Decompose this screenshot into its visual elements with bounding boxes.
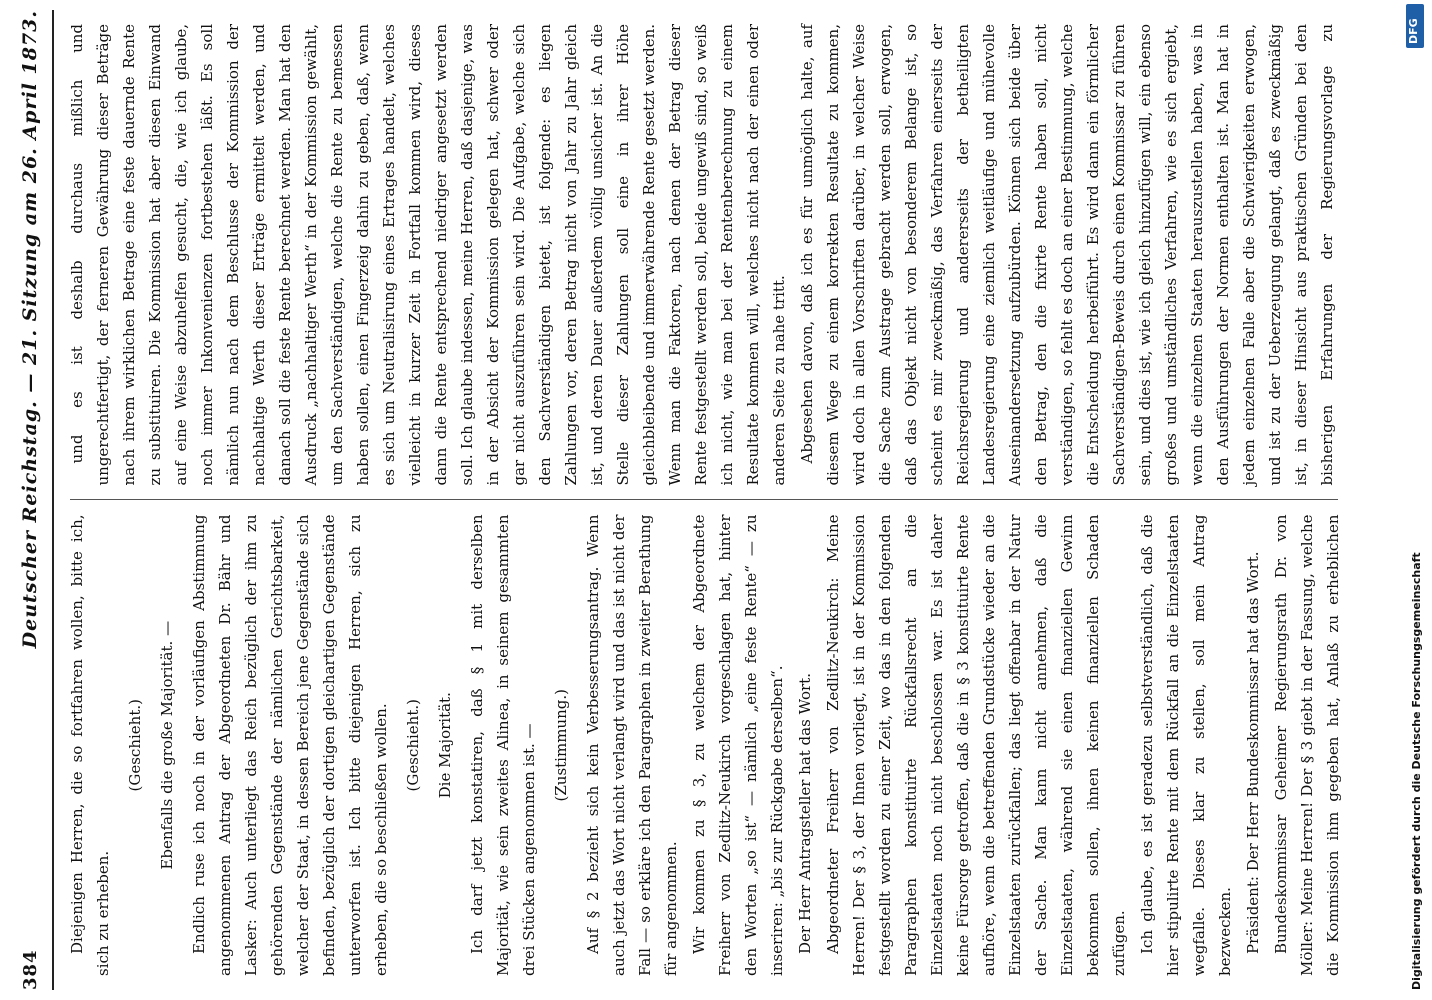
paragraph: (Geschieht.) [404, 699, 422, 792]
dfg-logo [1406, 4, 1424, 48]
page-header [8, 10, 52, 990]
header-rule [52, 10, 54, 990]
paragraph: Präsident: Der Herr Bundeskommissar hat das Wort. [1244, 551, 1262, 954]
paragraph: Ebenfalls die große Majorität. — [158, 620, 176, 870]
paragraph: Der Herr Antragsteller hat das Wort. [796, 673, 814, 954]
left-column [64, 501, 1344, 991]
digitization-stamp [1408, 0, 1428, 1000]
paragraph: Endlich ruse ich noch in der vorläufigen Abstimmung angenommenen Antrag der Abgeordneten Dr. Bähr und Lasker: Auch unterliegt das Reich bezüglich der ihm zu gehörenden Gegenstände der nämlichen Gerichtsbarkeit, welcher der Staat, in dessen Bereich jene Gegenstände sich befinden, bezüglich der dortigen gleichartigen Gegenstände unterworfen ist. Ich bitte diejenigen Herren, sich zu erheben, die so beschließen wollen. [190, 514, 390, 976]
paragraph: Wir kommen zu § 3, zu welchem der Abgeordnete Freiherr von Zedlitz-Neukirch vorgeschlagen hat, hinter den Worten „so ist“ — nämlich „eine feste Rente“ — zu inseriren: „bis zur Rückgabe derselben“. [690, 514, 786, 976]
rotated-page-content [8, 10, 1408, 990]
paragraph: Diejenigen Herren, die so fortfahren wollen, bitte ich, sich zu erheben. [68, 514, 112, 976]
paragraph: (Zustimmung.) [552, 689, 570, 802]
page-number: 384 [19, 949, 41, 990]
paragraph: Ich darf jetzt konstatiren, daß § 1 mit derselben Majorität, wie sein zweites Alinea, in seinem gesammten drei Stücken angenommen ist. — [468, 514, 538, 976]
text-columns [64, 10, 1344, 990]
page-title: Deutscher Reichstag. — 21. Sitzung am 26. April 1873. [19, 10, 41, 649]
right-column [64, 10, 1344, 500]
paragraph: Die Majorität. [436, 692, 454, 799]
stamp-text: Digitalisierung gefördert durch die Deutsche Forschungsgemeinschaft [1410, 552, 1423, 990]
paragraph: Bundeskommissar Geheimer Regierungsrath Dr. von Möller: Meine Herren! Der § 3 giebt in der Fassung, welche die Kommission ihm gegeben hat, Anlaß zu erheblichen [1272, 514, 1342, 976]
paragraph: Ich glaube, es ist geradezu selbstverständlich, daß die hier stipulirte Rente mit dem Rückfall an die Einzelstaaten wegfalle. Dieses klar zu stellen, soll mein Antrag bezwecken. [1138, 514, 1234, 976]
paragraph: Abgeordneter Freiherr von Zedlitz-Neukirch: Meine Herren! Der § 3, der Ihnen vorliegt, ist in der Kommission festgestellt worden zu einer Zeit, wo das in den folgenden Paragraphen konstituirte Rückfallsrecht an die Einzelstaaten noch nicht beschlossen war. Es ist daher keine Fürsorge getroffen, daß die in § 3 konstituirte Rente aufhöre, wenn die betreffenden Grundstücke wieder an die Einzelstaaten zurückfallen; das liegt offenbar in der Natur der Sache. Man kann nicht annehmen, daß die Einzelstaaten, während sie einen finanziellen Gewinn bekommen sollen, ihnen keinen finanziellen Schaden zufügen. [824, 514, 1128, 976]
paragraph: (Geschieht.) [126, 699, 144, 792]
paragraph: und es ist deshalb durchaus mißlich und ungerechtfertigt, der ferneren Gewährung dieser Beträge nach ihrem wirklichen Betrage eine feste dauernde Rente zu substituiren. Die Kommission hat aber diesen Einwand auf eine Weise abzuhelfen gesucht, die, wie ich glaube, noch immer Inkonvenienzen fortbestehen läßt. Es soll nämlich nun nach dem Beschlusse der Kommission der nachhaltige Werth dieser Erträge ermittelt werden, und danach soll die feste Rente berechnet werden. Man hat den Ausdruck „nachhaltiger Werth“ in der Kommission gewählt, um den Sachverständigen, welche die Rente zu bemessen haben sollen, einen Fingerzeig dahin zu geben, daß, wenn es sich um Neutralisirung eines Ertrages handelt, welches vielleicht in kurzer Zeit in Fortfall kommen wird, dieses dann die Rente entsprechend niedriger angesetzt werden soll. Ich glaube indessen, meine Herren, daß dasjenige, was in der Absicht der Kommission gelegen hat, schwer oder gar nicht auszuführen sein wird. Die Aufgabe, welche sich den Sachverständigen bietet, ist folgende: es liegen Zahlungen vor, deren Betrag nicht von Jahr zu Jahr gleich ist, und deren Dauer außerdem völlig unsicher ist. An die Stelle dieser Zahlungen soll eine in ihrer Höhe gleichbleibende und immerwährende Rente gesetzt werden. Wenn man die Faktoren, nach denen der Betrag dieser Rente festgestellt werden soll, beide ungewiß sind, so weiß ich nicht, wie man bei der Rentenberechnung zu einem Resultate kommen will, welches nicht nach der einen oder anderen Seite zu nahe tritt. [68, 24, 788, 486]
paragraph: Abgesehen davon, daß ich es für unmöglich halte, auf diesem Wege zu einem korrekten Resultate zu kommen, wird doch in allen Vorschriften darüber, in welcher Weise die Sache zum Austrage gebracht werden soll, erwogen, daß das Objekt nicht von besonderem Belange ist, so scheint es mir zweckmäßig, das Verfahren einerseits der Reichsregierung und andererseits der betheiligten Landesregierung eine ziemlich weitläufige und mühevolle Auseinandersetzung aufzubürden. Können sich beide über den Betrag, den die fixirte Rente haben soll, nicht verständigen, so fehlt es doch an einer Bestimmung, welche die Entscheidung herbeiführt. Es wird dann ein förmlicher Sachverständigen-Beweis durch einen Kommissar zu führen sein, und dies ist, wie ich gleich hinzufügen will, ein ebenso großes und umständliches Verfahren, wie es sich ergiebt, wenn die einzelnen Staaten herauszustellen haben, was in den Ausführungen der Normen enthalten ist. Man hat in jedem einzelnen Falle aber die Schwierigkeiten erwogen, und ist zu der Ueberzeugung gelangt, daß es zweckmäßig ist, in dieser Hinsicht aus praktischen Gründen bei den bisherigen Erfahrungen der Regierungsvorlage zu [798, 24, 1336, 486]
column-divider [70, 500, 1338, 501]
dfg-logo-text: DFG [1407, 18, 1420, 44]
paragraph: Auf § 2 bezieht sich kein Verbesserungsantrag. Wenn auch jetzt das Wort nicht verlangt wird und das ist nicht der Fall — so erkläre ich den Paragraphen in zweiter Berathung für angenommen. [584, 514, 680, 976]
